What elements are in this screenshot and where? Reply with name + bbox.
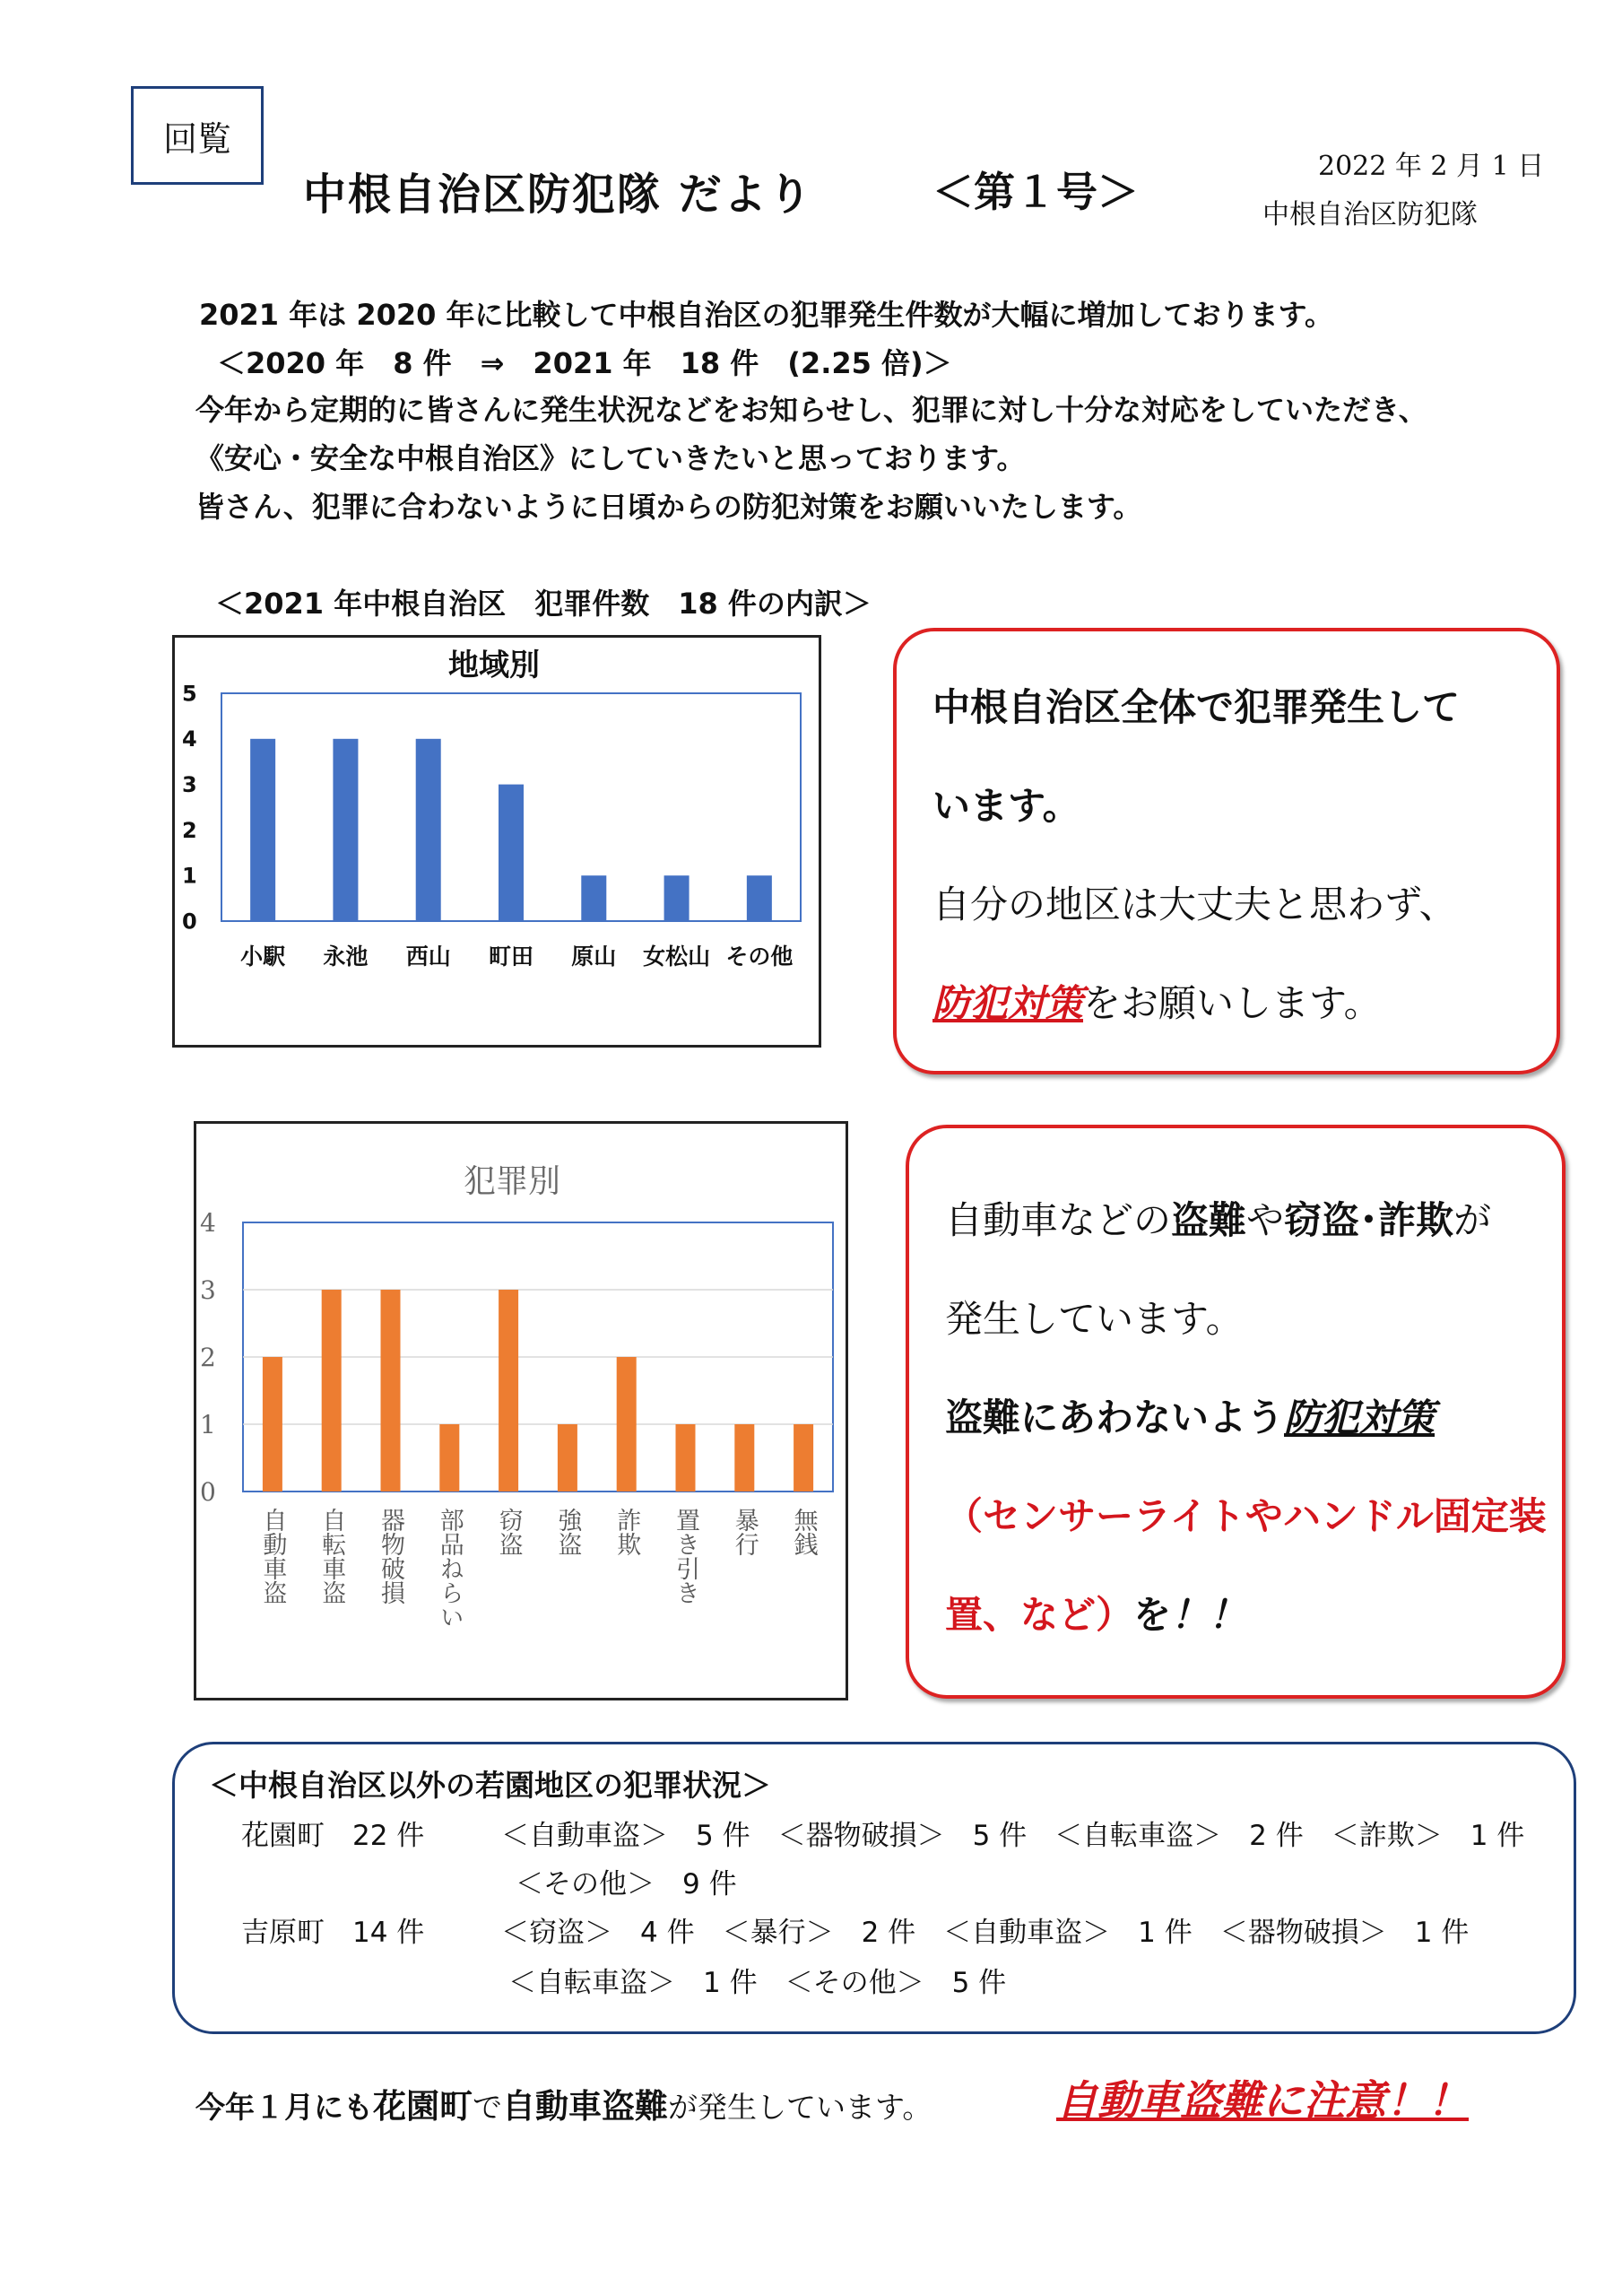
x-tick-label: 無銭 bbox=[789, 1508, 818, 1556]
x-tick-label: 詐欺 bbox=[612, 1508, 641, 1556]
y-tick-label: 0 bbox=[182, 909, 197, 935]
other-districts-title: ＜中根自治区以外の若園地区の犯罪状況＞ bbox=[209, 1768, 771, 1803]
footer-notice bbox=[195, 2079, 932, 2127]
y-tick-label: 1 bbox=[200, 1409, 216, 1439]
x-tick-label: 部品ねらい bbox=[435, 1508, 464, 1629]
bar bbox=[664, 875, 690, 921]
x-tick-label: 町田 bbox=[488, 944, 534, 970]
intro-line-1: 2021 年は 2020 年に比較して中根自治区の犯罪発生件数が大幅に増加しております。 bbox=[199, 298, 1333, 332]
callout2-line-2: 発生しています。 bbox=[945, 1297, 1244, 1341]
y-tick-label: 2 bbox=[200, 1342, 216, 1372]
section-title: ＜2021 年中根自治区 犯罪件数 18 件の内訳＞ bbox=[215, 587, 872, 621]
callout2-text-a: 自動車などの bbox=[945, 1198, 1172, 1242]
bar bbox=[250, 739, 275, 921]
bar bbox=[558, 1424, 577, 1492]
callout-region bbox=[893, 628, 1560, 1074]
chart-region-box bbox=[172, 635, 821, 1048]
y-tick-label: 3 bbox=[200, 1274, 216, 1305]
callout1-line-4 bbox=[932, 974, 1382, 1028]
chart-region bbox=[175, 638, 819, 1045]
callout1-line-4-rest: をお願いします。 bbox=[1083, 981, 1382, 1025]
callout2-text-l5c: ！！ bbox=[1171, 1593, 1247, 1637]
callout2-line-4: （センサーライトやハンドル固定装 bbox=[945, 1494, 1547, 1538]
callout2-text-l5a: 置、など） bbox=[945, 1593, 1134, 1637]
intro-line-5: 皆さん、犯罪に合わないように日頃からの防犯対策をお願いいたします。 bbox=[195, 490, 1142, 524]
y-tick-label: 2 bbox=[182, 817, 197, 843]
callout2-line-1 bbox=[945, 1191, 1491, 1245]
chart-title: 地域別 bbox=[448, 648, 540, 683]
callout2-emphasis: 防犯対策 bbox=[1284, 1396, 1436, 1439]
issue-date: 2022 年 2 月 1 日 bbox=[1318, 151, 1545, 182]
x-tick-label: 原山 bbox=[571, 944, 617, 970]
hanazono-breakdown-2: ＜その他＞ 9 件 bbox=[516, 1868, 737, 1900]
intro-line-4: 《安心・安全な中根自治区》にしていきたいと思っております。 bbox=[195, 441, 1026, 475]
intro-line-3: 今年から定期的に皆さんに発生状況などをお知らせし、犯罪に対し十分な対応をしていただき、 bbox=[195, 393, 1427, 427]
other-districts-box bbox=[172, 1742, 1576, 2034]
callout1-line-2: います。 bbox=[932, 784, 1080, 828]
footer-warning: 自動車盗難に注意！！ bbox=[1056, 2076, 1469, 2125]
chart-crime-box bbox=[194, 1121, 848, 1700]
issuer-org: 中根自治区防犯隊 bbox=[1262, 199, 1478, 230]
bar bbox=[499, 1290, 518, 1492]
bar bbox=[322, 1290, 342, 1492]
y-tick-label: 0 bbox=[200, 1476, 216, 1507]
y-tick-label: 4 bbox=[182, 726, 197, 752]
y-tick-label: 1 bbox=[182, 863, 197, 889]
x-tick-label: 小駅 bbox=[240, 944, 286, 970]
chart-crime bbox=[196, 1124, 846, 1698]
x-tick-label: 強盗 bbox=[553, 1508, 582, 1556]
x-tick-label: 自動車盗 bbox=[258, 1508, 287, 1605]
x-tick-label: 自転車盗 bbox=[317, 1508, 346, 1605]
callout2-line-3 bbox=[945, 1388, 1435, 1442]
x-tick-label: 暴行 bbox=[730, 1508, 759, 1556]
x-tick-label: 西山 bbox=[405, 944, 451, 970]
bar bbox=[416, 739, 441, 921]
bar bbox=[617, 1357, 637, 1492]
bar bbox=[499, 785, 524, 921]
callout2-text-e: が bbox=[1453, 1198, 1492, 1242]
footer-text-d: 自動車盗難 bbox=[502, 2087, 668, 2126]
bar bbox=[747, 875, 772, 921]
x-tick-label: 置き引き bbox=[672, 1508, 699, 1605]
callout2-text-l5b: を bbox=[1133, 1593, 1172, 1637]
bar bbox=[333, 739, 358, 921]
x-tick-label: 女松山 bbox=[643, 944, 711, 970]
bar bbox=[439, 1424, 459, 1492]
callout-crime bbox=[906, 1125, 1566, 1699]
footer-text-a: 今年１月にも bbox=[195, 2090, 373, 2125]
x-tick-label: その他 bbox=[725, 944, 794, 970]
footer-text-b: 花園町 bbox=[373, 2087, 473, 2126]
callout2-text-l3a: 盗難にあわないよう bbox=[945, 1396, 1285, 1439]
footer-text-c: で bbox=[473, 2090, 502, 2125]
intro-line-2: ＜2020 年 8 件 ⇒ 2021 年 18 件 (2.25 倍)＞ bbox=[217, 346, 952, 380]
bar bbox=[263, 1357, 282, 1492]
y-tick-label: 5 bbox=[182, 681, 197, 707]
callout1-line-1: 中根自治区全体で犯罪発生して bbox=[932, 685, 1461, 729]
x-tick-label: 永池 bbox=[323, 944, 369, 970]
callout2-text-d: 窃盗･詐欺 bbox=[1284, 1198, 1454, 1242]
yoshiwara-breakdown-1: ＜窃盗＞ 4 件 ＜暴行＞ 2 件 ＜自動車盗＞ 1 件 ＜器物破損＞ 1 件 bbox=[501, 1917, 1470, 1949]
bar bbox=[381, 1290, 401, 1492]
y-tick-label: 3 bbox=[182, 772, 197, 797]
callout2-text-c: や bbox=[1246, 1198, 1285, 1242]
hanazono-breakdown-1: ＜自動車盗＞ 5 件 ＜器物破損＞ 5 件 ＜自転車盗＞ 2 件 ＜詐欺＞ 1 件 bbox=[501, 1820, 1525, 1852]
footer-text-e: が発生しています。 bbox=[668, 2090, 932, 2125]
callout1-line-3: 自分の地区は大丈夫と思わず、 bbox=[932, 883, 1457, 926]
callout1-emphasis: 防犯対策 bbox=[932, 981, 1084, 1025]
bar bbox=[794, 1424, 813, 1492]
issue-number: ＜第１号＞ bbox=[932, 168, 1139, 216]
hanazono-count: 花園町 22 件 bbox=[241, 1820, 425, 1852]
yoshiwara-breakdown-2: ＜自転車盗＞ 1 件 ＜その他＞ 5 件 bbox=[508, 1967, 1007, 1999]
bar bbox=[676, 1424, 696, 1492]
x-tick-label: 窃盗 bbox=[494, 1508, 523, 1556]
yoshiwara-count: 吉原町 14 件 bbox=[241, 1917, 425, 1949]
callout2-text-b: 盗難 bbox=[1171, 1198, 1247, 1242]
x-tick-label: 器物破損 bbox=[377, 1508, 404, 1605]
callout2-line-5 bbox=[945, 1586, 1246, 1639]
chart-title: 犯罪別 bbox=[463, 1163, 561, 1200]
kairan-stamp: 回覧 bbox=[131, 86, 264, 185]
page-title: 中根自治区防犯隊 だより bbox=[303, 170, 813, 220]
bar bbox=[734, 1424, 754, 1492]
bar bbox=[581, 875, 606, 921]
y-tick-label: 4 bbox=[200, 1207, 216, 1238]
